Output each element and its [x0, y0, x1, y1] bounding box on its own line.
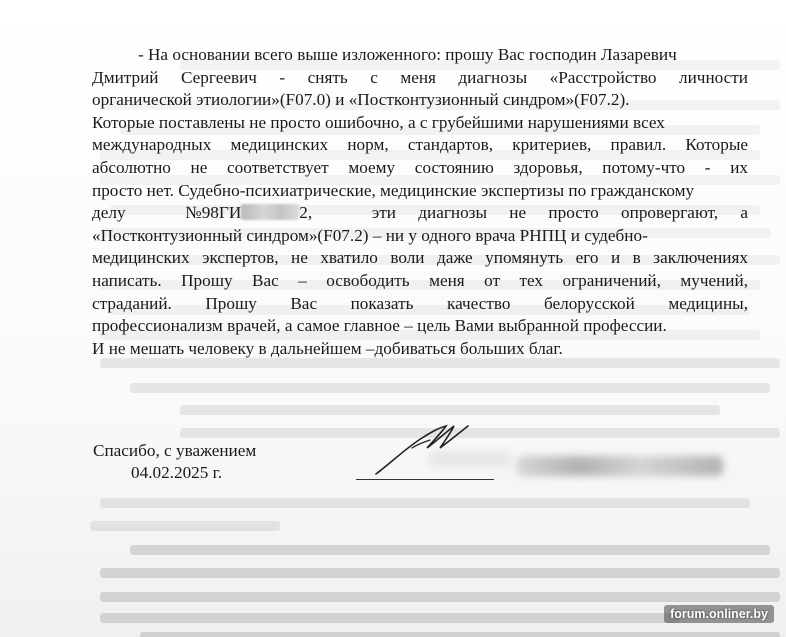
bleed-line — [180, 428, 780, 438]
bleed-line — [90, 521, 280, 531]
letter-line: Дмитрий Сергеевич - снять с меня диагнозы «Расстройство личности — [92, 67, 748, 87]
letter-line: абсолютно не соответствует моему состоянию здоровья, потому-что - их — [92, 157, 748, 177]
case-number-line — [92, 202, 748, 225]
letter-body — [92, 44, 748, 360]
letter-line: органической этиологии»(F07.0) и «Постконтузионный синдром»(F07.2). — [92, 90, 630, 110]
case-line-rest: эти диагнозы не просто опровергают, а — [371, 203, 748, 223]
closing-phrase: Спасибо, с уважением — [93, 441, 257, 460]
letter-line: международных медицинских норм, стандартов, критериев, правил. Которые — [92, 135, 748, 155]
letter-date: 04.02.2025 г. — [131, 463, 223, 482]
signature-image — [372, 418, 472, 478]
letter-line: профессионализм врачей, а самое главное – цель Вами выбранной профессии. — [92, 316, 667, 336]
bleed-line — [100, 498, 750, 508]
bleed-line — [130, 383, 770, 393]
case-word: делу — [92, 203, 126, 223]
redacted-case-number — [241, 204, 299, 220]
blurred-name — [517, 456, 723, 476]
case-number: №98ГИ 2, — [185, 203, 313, 223]
letter-line: - На основании всего выше изложенного: прошу Вас господин Лазаревич — [138, 45, 677, 64]
bleed-line — [100, 613, 680, 623]
letter-line: страданий. Прошу Вас показать качество белорусской медицины, — [92, 293, 748, 313]
bleed-line — [100, 592, 780, 602]
bleed-line — [100, 568, 780, 578]
watermark: forum.onliner.by — [664, 605, 774, 623]
blurred-text — [430, 452, 510, 466]
signature-line — [356, 479, 494, 480]
letter-line: И не мешать человеку в дальнейшем –добиваться больших благ. — [92, 338, 563, 358]
letter-line: Которые поставлены не просто ошибочно, а с грубейшими нарушениями всех — [92, 112, 665, 132]
letter-line: написать. Прошу Вас – освободить меня от тех ограничений, мучений, — [92, 270, 748, 290]
bleed-line — [180, 405, 720, 415]
bleed-line — [140, 632, 780, 637]
bleed-line — [130, 545, 770, 555]
letter-line: «Постконтузионный синдром»(F07.2) – ни у одного врача РНПЦ и судебно- — [92, 225, 648, 245]
letter-line: просто нет. Судебно-психиатрические, медицинские экспертизы по гражданскому — [92, 180, 695, 200]
letter-line: медицинских экспертов, не хватило воли даже упомянуть его и в заключениях — [92, 248, 748, 268]
